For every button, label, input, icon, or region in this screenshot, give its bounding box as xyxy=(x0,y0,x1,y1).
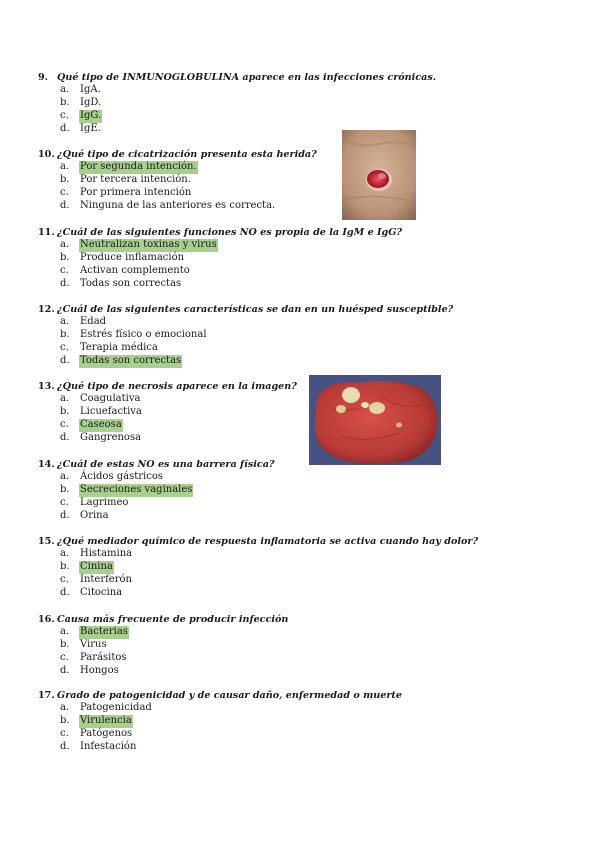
option-letter: d. xyxy=(60,277,70,289)
option-text: Histamina xyxy=(80,548,133,559)
option-text: Por tercera intención. xyxy=(80,173,191,185)
option-letter: a. xyxy=(60,626,70,637)
question-number: 16. xyxy=(38,614,55,625)
option-text: Ácidos gástricos xyxy=(80,471,163,482)
option-text: IgE. xyxy=(80,122,101,134)
option-letter: b. xyxy=(60,638,70,650)
answer-option xyxy=(38,342,438,355)
question-17 xyxy=(38,689,438,754)
option-text: Coagulativa xyxy=(80,393,141,404)
answer-option xyxy=(38,639,438,652)
option-letter: c. xyxy=(60,727,69,739)
answer-option xyxy=(38,574,438,587)
option-text: Virus xyxy=(80,638,107,650)
option-letter: a. xyxy=(60,548,70,559)
option-text: Patógenos xyxy=(80,727,133,739)
question-11 xyxy=(38,226,438,291)
option-letter: b. xyxy=(60,714,70,726)
correct-answer-text: Cinina xyxy=(80,560,113,572)
question-title xyxy=(38,303,454,316)
question-14 xyxy=(38,458,438,523)
option-text: Patogenicidad xyxy=(80,702,152,713)
option-text: Interferón xyxy=(80,573,132,585)
option-letter: c. xyxy=(60,496,69,508)
option-letter: b. xyxy=(60,328,70,340)
option-letter: b. xyxy=(60,173,70,185)
question-text: Qué tipo de INMUNOGLOBULINA aparece en las infecciones crónicas. xyxy=(57,72,437,83)
option-letter: c. xyxy=(60,186,69,198)
question-text: Causa más frecuente de producir infección xyxy=(57,614,289,625)
answer-option xyxy=(38,702,438,715)
answer-option xyxy=(38,278,438,291)
option-text: IgD. xyxy=(80,96,102,108)
question-title xyxy=(38,613,438,626)
question-title xyxy=(38,226,438,239)
question-text: ¿Cuál de las siguientes funciones NO es propia de la IgM e IgG? xyxy=(57,227,403,238)
correct-answer-text: Bacterias xyxy=(80,626,128,637)
answer-option xyxy=(38,252,438,265)
question-number: 9. xyxy=(38,72,49,83)
option-letter: c. xyxy=(60,573,69,585)
correct-answer-text: IgG. xyxy=(80,109,102,121)
option-letter: c. xyxy=(60,651,69,663)
option-letter: b. xyxy=(60,405,70,417)
question-title xyxy=(38,71,438,84)
question-text: ¿Cuál de estas NO es una barrera física? xyxy=(57,459,275,470)
option-letter: a. xyxy=(60,471,70,482)
option-text: Lagrimeo xyxy=(80,496,129,508)
correct-answer-text: Por segunda intención. xyxy=(80,161,197,172)
answer-option xyxy=(38,728,438,741)
question-text: ¿Cuál de las siguientes características se dan en un huésped susceptible? xyxy=(57,304,454,315)
answer-option xyxy=(38,239,438,252)
question-text: Grado de patogenicidad y de causar daño, enfermedad o muerte xyxy=(57,690,402,701)
option-letter: a. xyxy=(60,84,70,95)
option-text: Estrés físico o emocional xyxy=(80,328,207,340)
question-number: 12. xyxy=(38,304,55,315)
correct-answer-text: Secreciones vaginales xyxy=(80,483,193,495)
option-text: Licuefactiva xyxy=(80,405,142,417)
option-text: Ninguna de las anteriores es correcta. xyxy=(80,199,276,211)
answer-option xyxy=(38,510,438,523)
answer-option xyxy=(38,548,438,561)
question-number: 13. xyxy=(38,381,55,392)
option-text: Parásitos xyxy=(80,651,127,663)
option-text: Por primera intención xyxy=(80,186,192,198)
question-12 xyxy=(38,303,454,368)
wound-photo xyxy=(342,130,416,220)
option-text: Hongos xyxy=(80,664,119,676)
question-text: ¿Qué mediador químico de respuesta inflamatoria se activa cuando hay dolor? xyxy=(57,536,479,547)
option-letter: d. xyxy=(60,740,70,752)
answer-option xyxy=(38,355,438,368)
question-number: 11. xyxy=(38,227,55,238)
answer-option xyxy=(38,497,438,510)
option-letter: b. xyxy=(60,251,70,263)
option-letter: c. xyxy=(60,264,69,276)
answer-option xyxy=(38,561,438,574)
answer-option xyxy=(38,741,438,754)
answer-option xyxy=(38,652,438,665)
answer-option xyxy=(38,484,438,497)
option-letter: a. xyxy=(60,161,70,172)
question-number: 10. xyxy=(38,149,55,160)
question-16 xyxy=(38,613,438,678)
option-letter: b. xyxy=(60,560,70,572)
question-number: 14. xyxy=(38,459,55,470)
answer-option xyxy=(38,715,438,728)
correct-answer-text: Caseosa xyxy=(80,418,122,430)
question-number: 15. xyxy=(38,536,55,547)
option-letter: d. xyxy=(60,509,70,521)
answer-option xyxy=(38,110,438,123)
option-letter: d. xyxy=(60,354,70,366)
option-text: Todas son correctas xyxy=(80,277,182,289)
question-text: ¿Qué tipo de cicatrización presenta esta herida? xyxy=(57,149,317,160)
question-15 xyxy=(38,535,479,600)
option-text: Produce inflamación xyxy=(80,251,185,263)
option-letter: d. xyxy=(60,664,70,676)
option-letter: b. xyxy=(60,96,70,108)
question-title xyxy=(38,535,479,548)
answer-option xyxy=(38,665,438,678)
option-letter: c. xyxy=(60,341,69,353)
answer-option xyxy=(38,587,438,600)
question-number: 17. xyxy=(38,690,55,701)
option-letter: c. xyxy=(60,109,69,121)
answer-option xyxy=(38,626,438,639)
option-text: Edad xyxy=(80,316,107,327)
option-letter: a. xyxy=(60,316,70,327)
answer-option xyxy=(38,329,438,342)
answer-option xyxy=(38,84,438,97)
option-text: Terapia médica xyxy=(80,341,158,353)
option-letter: a. xyxy=(60,393,70,404)
correct-answer-text: Neutralizan toxinas y virus xyxy=(80,239,217,250)
option-text: Infestación xyxy=(80,740,137,752)
option-letter: d. xyxy=(60,199,70,211)
option-letter: d. xyxy=(60,586,70,598)
question-9 xyxy=(38,71,438,136)
option-letter: d. xyxy=(60,122,70,134)
option-letter: c. xyxy=(60,418,69,430)
option-letter: a. xyxy=(60,702,70,713)
option-text: Gangrenosa xyxy=(80,431,142,443)
answer-option xyxy=(38,471,438,484)
option-text: Citocina xyxy=(80,586,123,598)
option-text: Orina xyxy=(80,509,109,521)
correct-answer-text: Todas son correctas xyxy=(80,354,182,366)
option-letter: a. xyxy=(60,239,70,250)
answer-option xyxy=(38,97,438,110)
option-text: Activan complemento xyxy=(80,264,190,276)
question-title xyxy=(38,689,438,702)
option-text: IgA. xyxy=(80,84,101,95)
option-letter: d. xyxy=(60,431,70,443)
answer-option xyxy=(38,316,438,329)
question-text: ¿Qué tipo de necrosis aparece en la imagen? xyxy=(57,381,297,392)
necrosis-tissue-photo xyxy=(309,375,441,465)
answer-option xyxy=(38,265,438,278)
correct-answer-text: Virulencia xyxy=(80,714,132,726)
option-letter: b. xyxy=(60,483,70,495)
